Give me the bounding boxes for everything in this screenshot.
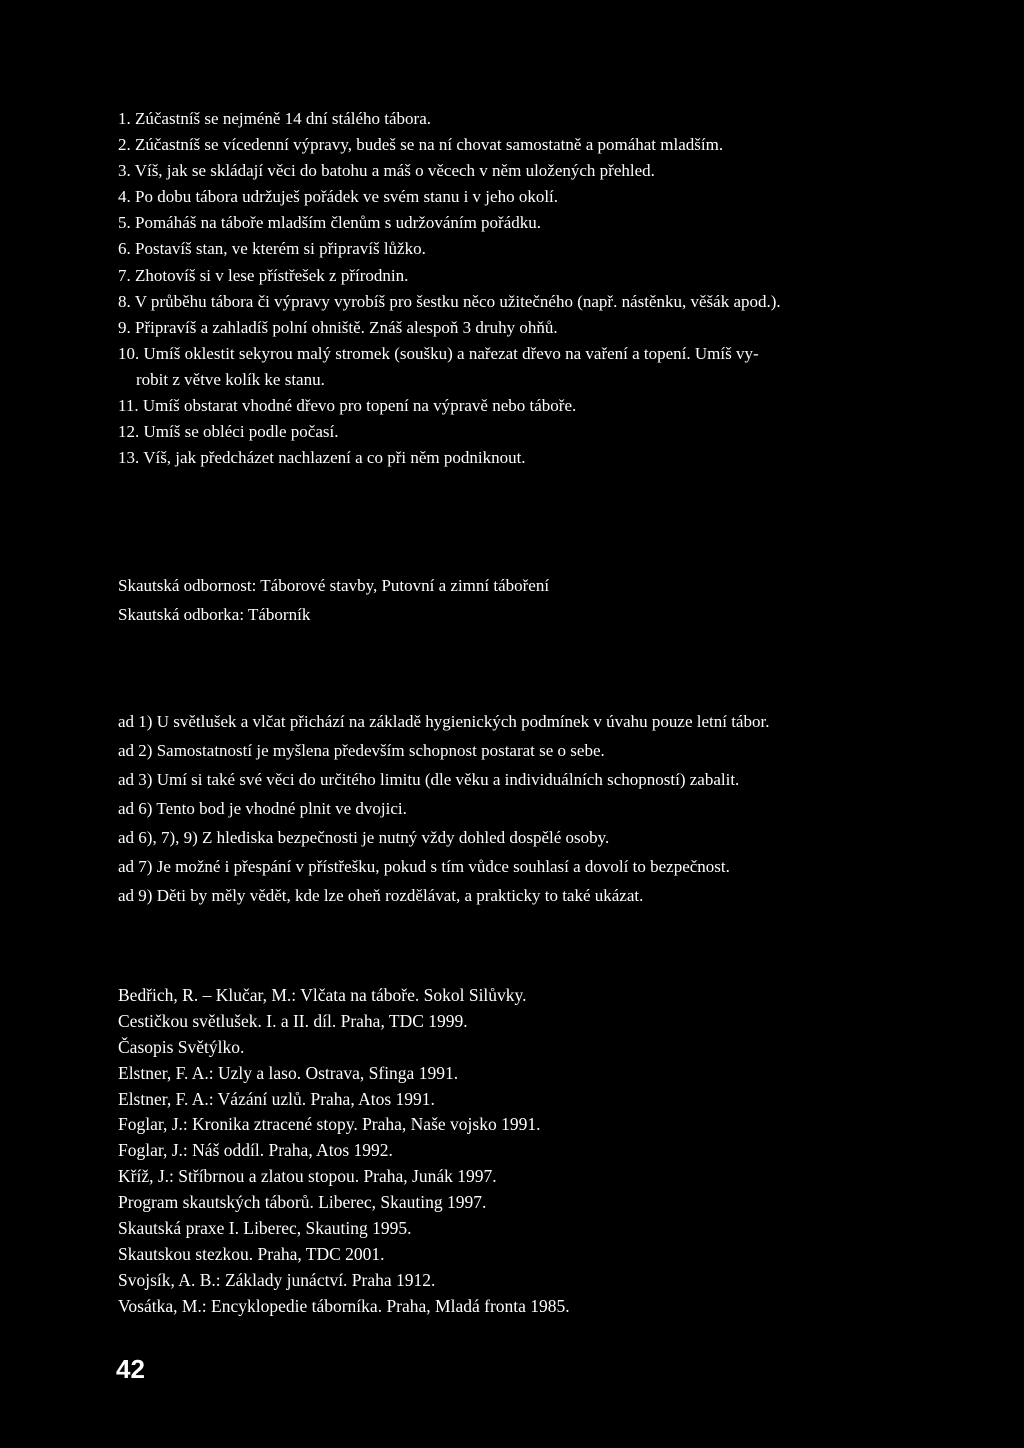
skills-section [118,571,958,629]
requirement-item: 5. Pomáháš na táboře mladším členům s udržováním pořádku. [118,213,542,233]
note-item: ad 6) Tento bod je vhodné plnit ve dvojici. [118,799,407,818]
note-item: ad 1) U světlušek a vlčat přichází na základě hygienických podmínek v úvahu pouze letní tábor. [118,712,770,731]
requirement-item-continuation: robit z větve kolík ke stanu. [136,369,325,389]
reference-item: Elstner, F. A.: Uzly a laso. Ostrava, Sfinga 1991. [118,1062,459,1083]
reference-item: Program skautských táborů. Liberec, Skauting 1997. [118,1192,487,1213]
reference-item: Bedřich, R. – Klučar, M.: Vlčata na táboře. Sokol Silůvky. [118,985,527,1005]
reference-item: Elstner, F. A.: Vázání uzlů. Praha, Atos 1991. [118,1088,435,1109]
requirement-item: 13. Víš, jak předcházet nachlazení a co při něm podniknout. [118,448,526,468]
requirement-item: 8. V průběhu tábora či výpravy vyrobíš pro šestku něco užitečného (např. nástěnku, věšák apod.). [118,291,781,311]
notes-section [118,707,958,910]
reference-item: Skautskou stezkou. Praha, TDC 2001. [118,1243,385,1264]
requirement-item: 11. Umíš obstarat vhodné dřevo pro topení na výpravě nebo táboře. [118,396,577,416]
requirement-item: 7. Zhotovíš si v lese přístřešek z přírodnin. [118,265,409,285]
note-item: ad 6), 7), 9) Z hlediska bezpečnosti je nutný vždy dohled dospělé osoby. [118,828,610,847]
requirement-item: 1. Zúčastníš se nejméně 14 dní stálého tábora. [118,109,431,128]
requirement-item: 12. Umíš se obléci podle počasí. [118,422,339,442]
reference-item: Skautská praxe I. Liberec, Skauting 1995. [118,1218,412,1239]
requirement-item: 4. Po dobu tábora udržuješ pořádek ve svém stanu i v jeho okolí. [118,187,559,207]
reference-item: Cestičkou světlušek. I. a II. díl. Praha, TDC 1999. [118,1010,468,1031]
reference-item: Vosátka, M.: Encyklopedie táborníka. Praha, Mladá fronta 1985. [118,1295,570,1316]
requirement-item: 3. Víš, jak se skládají věci do batohu a máš o věcech v něm uložených přehled. [118,161,655,181]
reference-item: Foglar, J.: Náš oddíl. Praha, Atos 1992. [118,1140,393,1161]
reference-item: Foglar, J.: Kronika ztracené stopy. Praha, Naše vojsko 1991. [118,1114,541,1135]
requirement-item: 6. Postavíš stan, ve kterém si připravíš lůžko. [118,239,426,259]
page-number: 42 [116,1354,145,1384]
note-item: ad 9) Děti by měly vědět, kde lze oheň rozdělávat, a prakticky to také ukázat. [118,886,644,905]
reference-item: Časopis Světýlko. [118,1036,245,1057]
note-item: ad 3) Umí si také své věci do určitého limitu (dle věku a individuálních schopností) zabalit. [118,770,740,789]
reference-item: Svojsík, A. B.: Základy junáctví. Praha 1912. [118,1269,436,1290]
requirement-item: 9. Připravíš a zahladíš polní ohniště. Znáš alespoň 3 druhy ohňů. [118,317,558,337]
references-section [118,983,958,1320]
requirements-list [118,106,958,471]
note-item: ad 2) Samostatností je myšlena především schopnost postarat se o sebe. [118,741,605,760]
note-item: ad 7) Je možné i přespání v přístřešku, pokud s tím vůdce souhlasí a dovolí to bezpečnost. [118,857,730,876]
skill-odbornost: Skautská odbornost: Táborové stavby, Putovní a zimní táboření [118,576,550,595]
requirement-item: 10. Umíš oklestit sekyrou malý stromek (soušku) a nařezat dřevo na vaření a topení. Umíš vy- [118,343,759,363]
requirement-item: 2. Zúčastníš se vícedenní výpravy, budeš se na ní chovat samostatně a pomáhat mladším. [118,135,724,155]
reference-item: Kříž, J.: Stříbrnou a zlatou stopou. Praha, Junák 1997. [118,1166,497,1187]
skill-odborka: Skautská odborka: Táborník [118,605,311,624]
